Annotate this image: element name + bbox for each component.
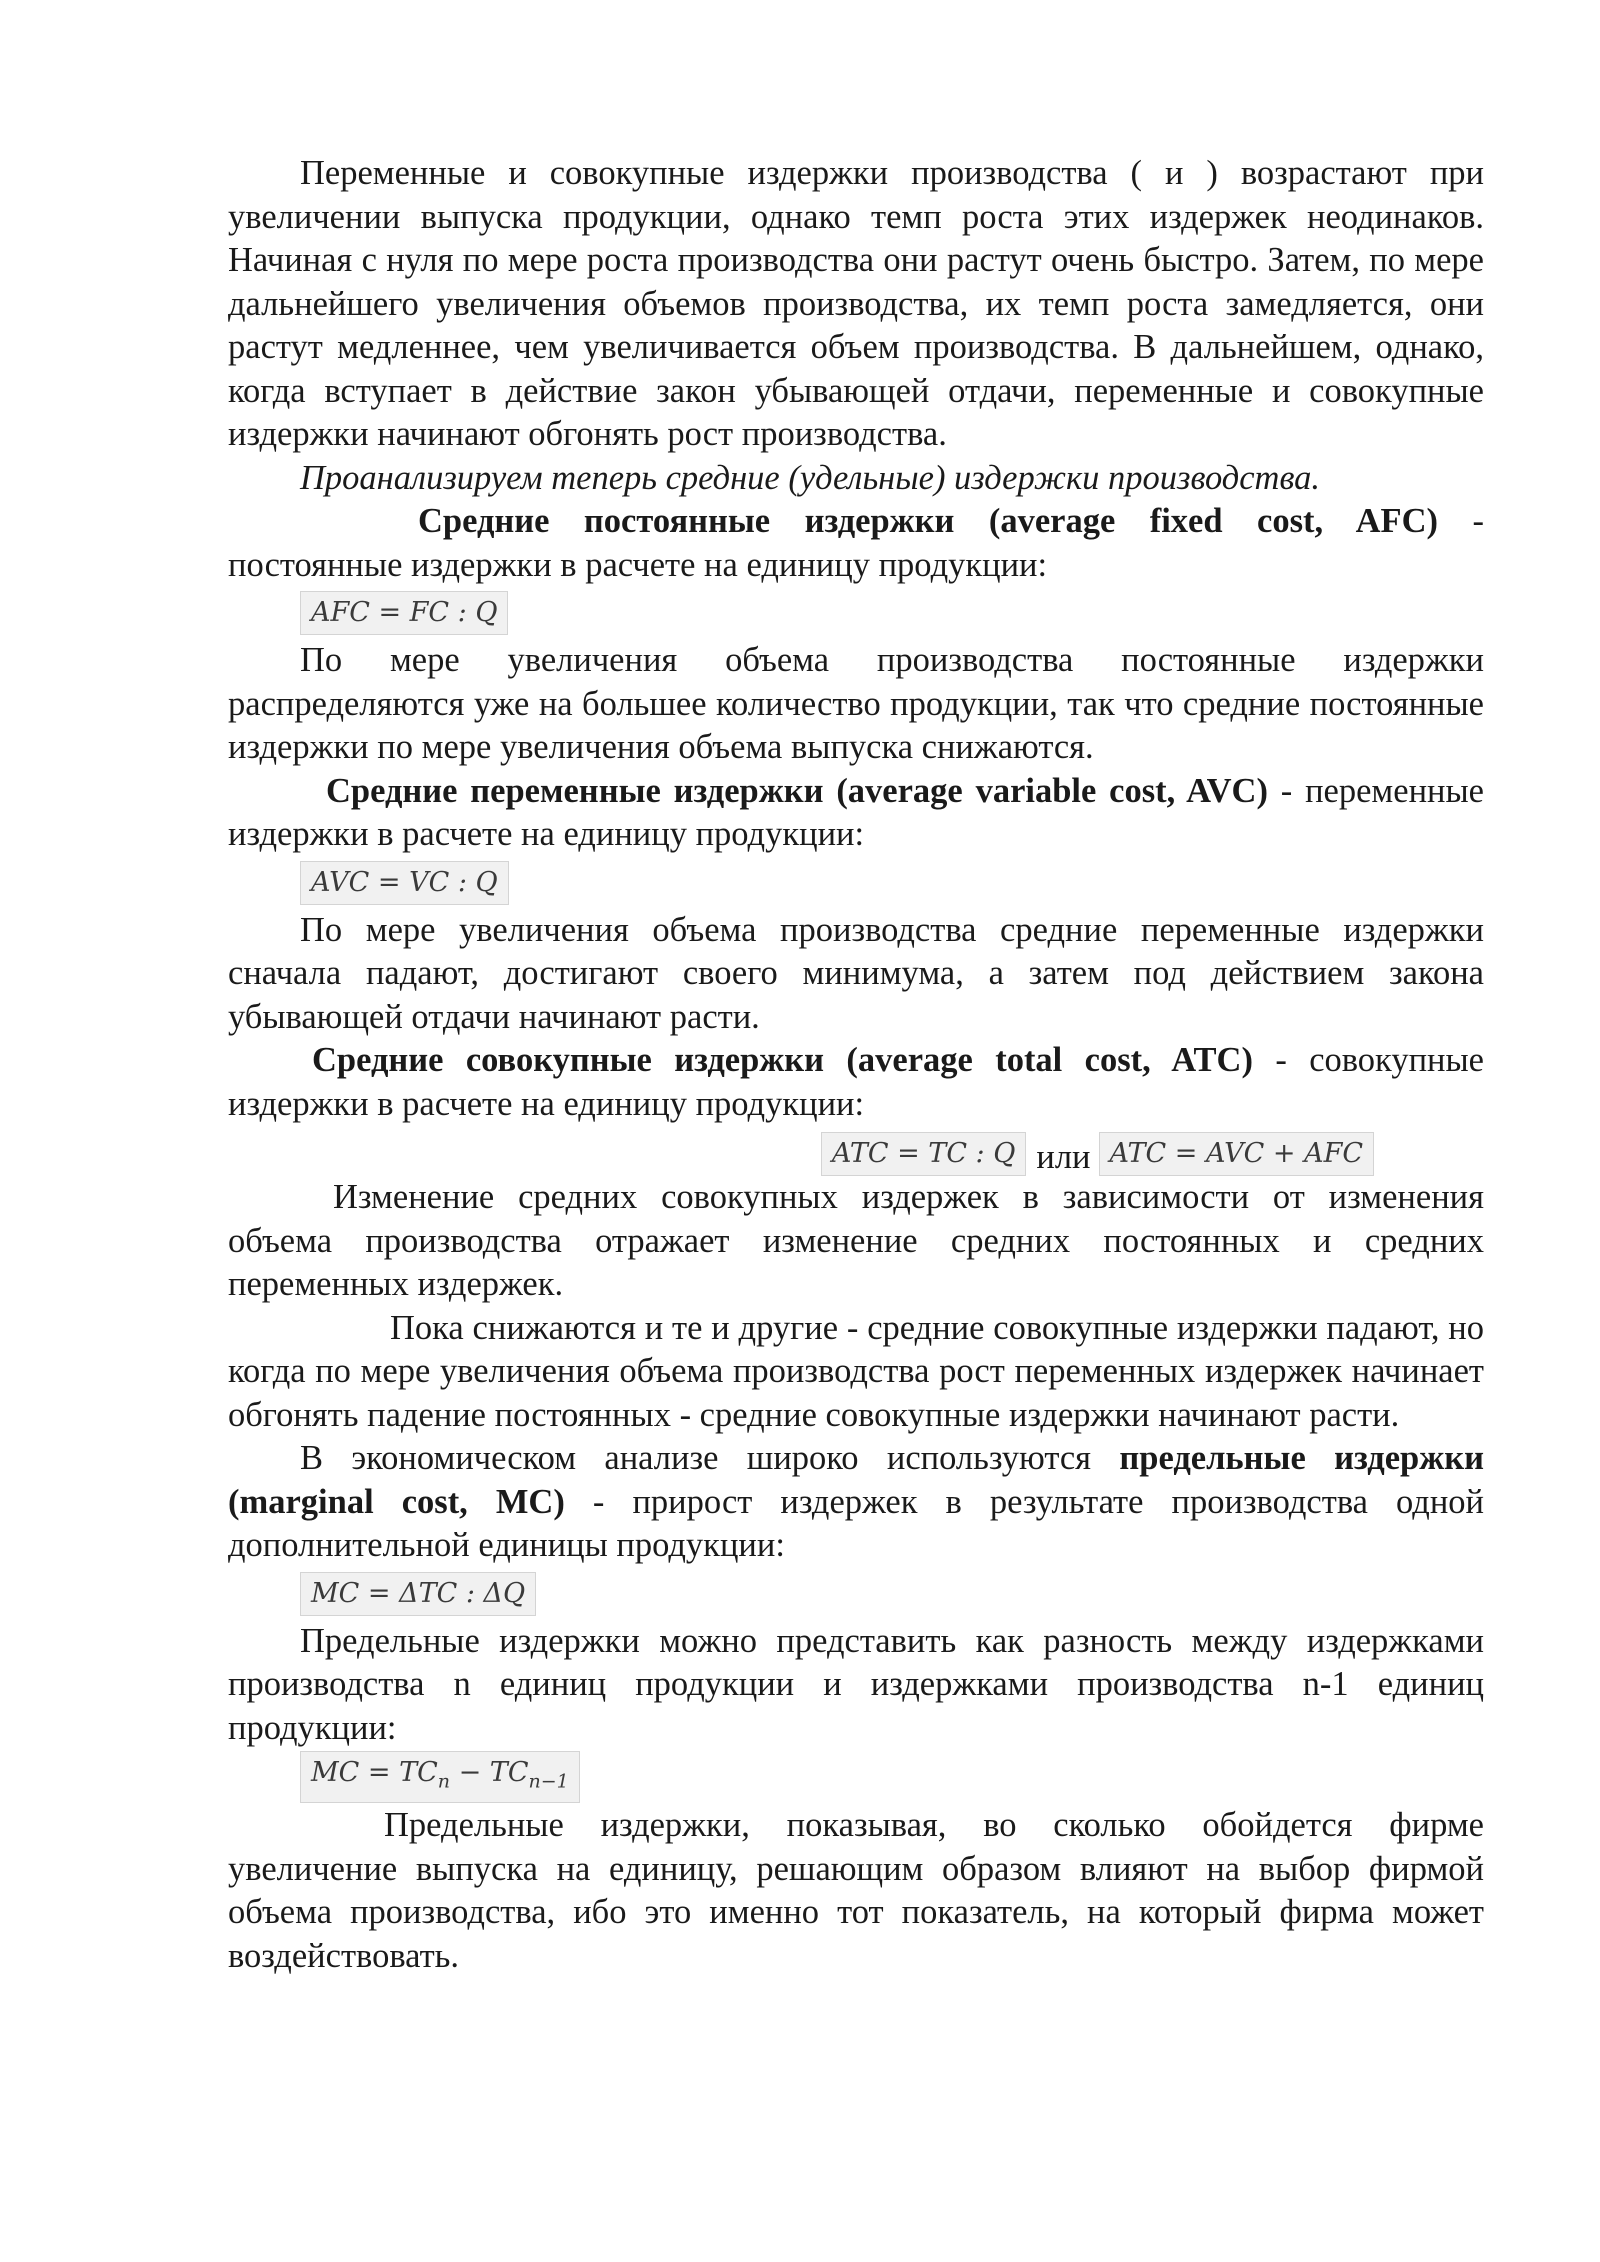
mc-intro-text: В экономическом анализе широко используются	[300, 1439, 1120, 1477]
atc-term: Средние совокупные издержки (average total cost, ATC)	[312, 1041, 1253, 1079]
paragraph-afc-definition	[228, 500, 1484, 587]
document-page	[228, 152, 1484, 1978]
mc-difference-lhs: MC = TC	[311, 1756, 438, 1788]
mc-difference-sub-n-minus-1: n−1	[528, 1770, 569, 1793]
paragraph-variable-total-costs: Переменные и совокупные издержки производства ( и ) возрастают при увеличении выпуска продукции, однако темп роста этих издержек неодинаков. Начиная с нуля по мере роста производства они растут очень быстро. Затем, по мере дальнейшего увеличения объемов производства, их темп роста замедляется, они растут медленнее, чем увеличивается объем производства. В дальнейшем, однако, когда вступает в действие закон убывающей отдачи, переменные и совокупные издержки начинают обгонять рост производства.	[228, 154, 1484, 453]
paragraph-mc-importance: Предельные издержки, показывая, во сколько обойдется фирме увеличение выпуска на единицу, решающим образом влияют на выбор фирмой объема производства, ибо это именно тот показатель, на который фирма может воздействовать.	[228, 1806, 1484, 1975]
avc-definition-text: - переменные издержки в расчете на единицу продукции:	[228, 771, 1484, 853]
mc-formula: MC = ΔTC : ΔQ	[300, 1572, 536, 1616]
mc-difference-formula-row	[228, 1750, 1484, 1804]
paragraph-afc-behaviour: По мере увеличения объема производства постоянные издержки распределяются уже на большее количество продукции, так что средние постоянные издержки по мере увеличения объема выпуска снижаются.	[228, 641, 1484, 766]
afc-definition-text: - постоянные издержки в расчете на единицу продукции:	[228, 502, 1484, 584]
paragraph-mc-definition	[228, 1437, 1484, 1568]
paragraph-atc-behaviour: Пока снижаются и те и другие - средние совокупные издержки падают, но когда по мере увеличения объема производства рост переменных издержек начинает обгонять падение постоянных - средние совокупные издержки начинают расти.	[228, 1308, 1484, 1434]
paragraph-atc-change: Изменение средних совокупных издержек в зависимости от изменения объема производства отражает изменение средних постоянных и средних переменных издержек.	[228, 1178, 1484, 1303]
mc-difference-sub-n: n	[437, 1770, 451, 1793]
paragraph-avc-behaviour: По мере увеличения объема производства средние переменные издержки сначала падают, достигают своего минимума, а затем под действием закона убывающей отдачи начинают расти.	[228, 910, 1484, 1036]
atc-definition-text: - совокупные издержки в расчете на единицу продукции:	[228, 1041, 1484, 1123]
mc-difference-mid: − TC	[450, 1756, 529, 1788]
avc-formula: AVC = VC : Q	[300, 861, 509, 905]
atc-formula-row	[228, 1126, 1484, 1176]
paragraph-avc-definition	[228, 770, 1484, 857]
avc-term: Средние переменные издержки (average variable cost, AVC)	[326, 771, 1268, 810]
avc-formula-row	[228, 857, 1484, 909]
afc-term: Средние постоянные издержки (average fixed cost, AFC)	[418, 502, 1439, 540]
paragraph-mc-difference: Предельные издержки можно представить как разность между издержками производства n единиц продукции и издержками производства n-1 единиц продукции:	[228, 1621, 1484, 1747]
paragraph-average-costs-intro: Проанализируем теперь средние (удельные) издержки производства.	[300, 458, 1321, 497]
mc-difference-formula	[300, 1751, 580, 1803]
atc-formula-2: ATC = AVC + AFC	[1099, 1132, 1374, 1176]
mc-formula-row	[228, 1568, 1484, 1620]
afc-formula: AFC = FC : Q	[300, 591, 508, 635]
paragraph-atc-definition	[228, 1039, 1484, 1126]
afc-formula-row	[228, 587, 1484, 639]
atc-or-text: или	[1036, 1138, 1091, 1176]
atc-formula-1: ATC = TC : Q	[821, 1132, 1027, 1176]
mc-definition-text: - прирост издержек в результате производства одной дополнительной единицы продукции:	[228, 1482, 1485, 1564]
mc-term: предельные издержки (marginal cost, MC)	[228, 1439, 1484, 1521]
